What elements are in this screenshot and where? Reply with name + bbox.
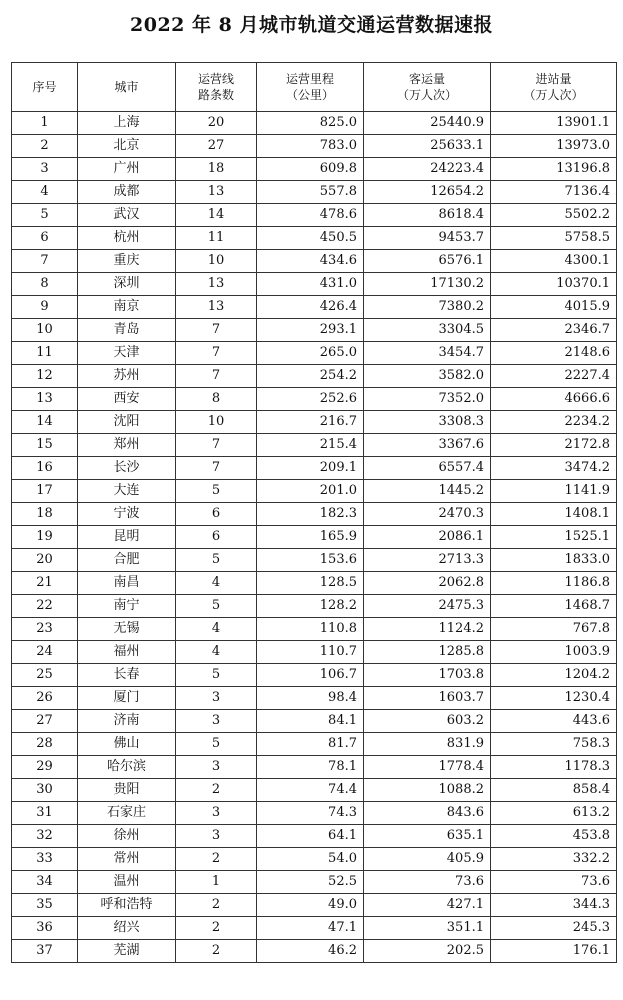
operating-length-cell: 478.6 bbox=[257, 204, 364, 227]
header-city bbox=[78, 63, 176, 112]
row-number-cell: 26 bbox=[12, 687, 78, 710]
city-name-cell: 上海 bbox=[78, 112, 176, 135]
city-name-cell: 长春 bbox=[78, 664, 176, 687]
passenger-volume-cell: 427.1 bbox=[364, 894, 491, 917]
table-row bbox=[12, 871, 617, 894]
passenger-volume-cell: 1088.2 bbox=[364, 779, 491, 802]
city-name-cell: 武汉 bbox=[78, 204, 176, 227]
operating-length-cell: 74.4 bbox=[257, 779, 364, 802]
row-number-cell: 13 bbox=[12, 388, 78, 411]
row-number-cell: 18 bbox=[12, 503, 78, 526]
passenger-volume-cell: 25633.1 bbox=[364, 135, 491, 158]
station-entries-cell: 1204.2 bbox=[491, 664, 617, 687]
city-name-cell: 南昌 bbox=[78, 572, 176, 595]
station-entries-cell: 767.8 bbox=[491, 618, 617, 641]
line-count-cell: 7 bbox=[176, 342, 257, 365]
station-entries-cell: 2234.2 bbox=[491, 411, 617, 434]
operating-length-cell: 54.0 bbox=[257, 848, 364, 871]
row-number-cell: 28 bbox=[12, 733, 78, 756]
line-count-cell: 13 bbox=[176, 181, 257, 204]
station-entries-cell: 2172.8 bbox=[491, 434, 617, 457]
station-entries-cell: 1230.4 bbox=[491, 687, 617, 710]
table-row bbox=[12, 595, 617, 618]
line-count-cell: 18 bbox=[176, 158, 257, 181]
table-row bbox=[12, 388, 617, 411]
header-entries-line2: （万人次） bbox=[523, 88, 584, 102]
passenger-volume-cell: 3308.3 bbox=[364, 411, 491, 434]
table-row bbox=[12, 296, 617, 319]
page-title: 2022 年 8 月城市轨道交通运营数据速报 bbox=[130, 14, 493, 36]
header-passengers-line2: （万人次） bbox=[396, 88, 457, 102]
table-body bbox=[12, 112, 617, 963]
passenger-volume-cell: 405.9 bbox=[364, 848, 491, 871]
operating-length-cell: 64.1 bbox=[257, 825, 364, 848]
station-entries-cell: 2227.4 bbox=[491, 365, 617, 388]
line-count-cell: 2 bbox=[176, 779, 257, 802]
line-count-cell: 5 bbox=[176, 664, 257, 687]
station-entries-cell: 1833.0 bbox=[491, 549, 617, 572]
row-number-cell: 3 bbox=[12, 158, 78, 181]
table-row bbox=[12, 687, 617, 710]
passenger-volume-cell: 603.2 bbox=[364, 710, 491, 733]
city-name-cell: 合肥 bbox=[78, 549, 176, 572]
passenger-volume-cell: 9453.7 bbox=[364, 227, 491, 250]
table-row bbox=[12, 250, 617, 273]
line-count-cell: 10 bbox=[176, 411, 257, 434]
line-count-cell: 8 bbox=[176, 388, 257, 411]
city-name-cell: 佛山 bbox=[78, 733, 176, 756]
station-entries-cell: 1468.7 bbox=[491, 595, 617, 618]
line-count-cell: 3 bbox=[176, 756, 257, 779]
header-lines bbox=[176, 63, 257, 112]
city-name-cell: 徐州 bbox=[78, 825, 176, 848]
operating-length-cell: 84.1 bbox=[257, 710, 364, 733]
table-row bbox=[12, 710, 617, 733]
city-name-cell: 成都 bbox=[78, 181, 176, 204]
station-entries-cell: 3474.2 bbox=[491, 457, 617, 480]
city-name-cell: 常州 bbox=[78, 848, 176, 871]
table-row bbox=[12, 181, 617, 204]
passenger-volume-cell: 1285.8 bbox=[364, 641, 491, 664]
passenger-volume-cell: 2475.3 bbox=[364, 595, 491, 618]
line-count-cell: 3 bbox=[176, 687, 257, 710]
row-number-cell: 32 bbox=[12, 825, 78, 848]
city-name-cell: 南宁 bbox=[78, 595, 176, 618]
passenger-volume-cell: 202.5 bbox=[364, 940, 491, 963]
city-name-cell: 重庆 bbox=[78, 250, 176, 273]
row-number-cell: 35 bbox=[12, 894, 78, 917]
header-passengers bbox=[364, 63, 491, 112]
table-row bbox=[12, 342, 617, 365]
operating-length-cell: 153.6 bbox=[257, 549, 364, 572]
passenger-volume-cell: 73.6 bbox=[364, 871, 491, 894]
city-name-cell: 呼和浩特 bbox=[78, 894, 176, 917]
station-entries-cell: 5502.2 bbox=[491, 204, 617, 227]
station-entries-cell: 332.2 bbox=[491, 848, 617, 871]
header-length-line1: 运营里程 bbox=[285, 72, 334, 86]
line-count-cell: 7 bbox=[176, 434, 257, 457]
table-row bbox=[12, 319, 617, 342]
row-number-cell: 9 bbox=[12, 296, 78, 319]
row-number-cell: 37 bbox=[12, 940, 78, 963]
line-count-cell: 7 bbox=[176, 319, 257, 342]
city-name-cell: 南京 bbox=[78, 296, 176, 319]
city-name-cell: 温州 bbox=[78, 871, 176, 894]
operating-length-cell: 209.1 bbox=[257, 457, 364, 480]
station-entries-cell: 1186.8 bbox=[491, 572, 617, 595]
row-number-cell: 14 bbox=[12, 411, 78, 434]
station-entries-cell: 1178.3 bbox=[491, 756, 617, 779]
passenger-volume-cell: 1778.4 bbox=[364, 756, 491, 779]
row-number-cell: 31 bbox=[12, 802, 78, 825]
table-row bbox=[12, 112, 617, 135]
city-name-cell: 绍兴 bbox=[78, 917, 176, 940]
table-row bbox=[12, 434, 617, 457]
station-entries-cell: 2148.6 bbox=[491, 342, 617, 365]
station-entries-cell: 4300.1 bbox=[491, 250, 617, 273]
operating-length-cell: 81.7 bbox=[257, 733, 364, 756]
passenger-volume-cell: 351.1 bbox=[364, 917, 491, 940]
passenger-volume-cell: 2062.8 bbox=[364, 572, 491, 595]
line-count-cell: 20 bbox=[176, 112, 257, 135]
line-count-cell: 3 bbox=[176, 710, 257, 733]
city-name-cell: 福州 bbox=[78, 641, 176, 664]
station-entries-cell: 4666.6 bbox=[491, 388, 617, 411]
table-row bbox=[12, 825, 617, 848]
line-count-cell: 4 bbox=[176, 572, 257, 595]
row-number-cell: 22 bbox=[12, 595, 78, 618]
row-number-cell: 12 bbox=[12, 365, 78, 388]
line-count-cell: 4 bbox=[176, 641, 257, 664]
table-row bbox=[12, 526, 617, 549]
station-entries-cell: 443.6 bbox=[491, 710, 617, 733]
row-number-cell: 27 bbox=[12, 710, 78, 733]
city-name-cell: 宁波 bbox=[78, 503, 176, 526]
header-city-label: 城市 bbox=[114, 80, 139, 94]
station-entries-cell: 176.1 bbox=[491, 940, 617, 963]
passenger-volume-cell: 24223.4 bbox=[364, 158, 491, 181]
city-name-cell: 郑州 bbox=[78, 434, 176, 457]
header-no-label: 序号 bbox=[32, 80, 57, 94]
operating-length-cell: 128.2 bbox=[257, 595, 364, 618]
operating-length-cell: 783.0 bbox=[257, 135, 364, 158]
row-number-cell: 25 bbox=[12, 664, 78, 687]
operating-length-cell: 201.0 bbox=[257, 480, 364, 503]
row-number-cell: 33 bbox=[12, 848, 78, 871]
line-count-cell: 13 bbox=[176, 296, 257, 319]
operating-length-cell: 434.6 bbox=[257, 250, 364, 273]
station-entries-cell: 1408.1 bbox=[491, 503, 617, 526]
header-lines-line2: 路条数 bbox=[197, 88, 234, 102]
table-row bbox=[12, 204, 617, 227]
operating-length-cell: 52.5 bbox=[257, 871, 364, 894]
row-number-cell: 30 bbox=[12, 779, 78, 802]
table-row bbox=[12, 411, 617, 434]
row-number-cell: 10 bbox=[12, 319, 78, 342]
city-name-cell: 厦门 bbox=[78, 687, 176, 710]
operating-length-cell: 216.7 bbox=[257, 411, 364, 434]
table-row bbox=[12, 733, 617, 756]
passenger-volume-cell: 7380.2 bbox=[364, 296, 491, 319]
operating-length-cell: 450.5 bbox=[257, 227, 364, 250]
operating-length-cell: 254.2 bbox=[257, 365, 364, 388]
header-lines-line1: 运营线 bbox=[197, 72, 234, 86]
row-number-cell: 36 bbox=[12, 917, 78, 940]
header-passengers-line1: 客运量 bbox=[408, 72, 445, 86]
table-row bbox=[12, 457, 617, 480]
line-count-cell: 6 bbox=[176, 503, 257, 526]
line-count-cell: 5 bbox=[176, 595, 257, 618]
station-entries-cell: 5758.5 bbox=[491, 227, 617, 250]
operating-length-cell: 110.8 bbox=[257, 618, 364, 641]
row-number-cell: 8 bbox=[12, 273, 78, 296]
station-entries-cell: 613.2 bbox=[491, 802, 617, 825]
passenger-volume-cell: 1124.2 bbox=[364, 618, 491, 641]
table-row bbox=[12, 894, 617, 917]
station-entries-cell: 13973.0 bbox=[491, 135, 617, 158]
table-row bbox=[12, 158, 617, 181]
row-number-cell: 19 bbox=[12, 526, 78, 549]
operating-length-cell: 110.7 bbox=[257, 641, 364, 664]
table-row bbox=[12, 756, 617, 779]
station-entries-cell: 73.6 bbox=[491, 871, 617, 894]
passenger-volume-cell: 831.9 bbox=[364, 733, 491, 756]
station-entries-cell: 245.3 bbox=[491, 917, 617, 940]
city-name-cell: 无锡 bbox=[78, 618, 176, 641]
operating-length-cell: 557.8 bbox=[257, 181, 364, 204]
city-name-cell: 沈阳 bbox=[78, 411, 176, 434]
row-number-cell: 2 bbox=[12, 135, 78, 158]
header-entries-line1: 进站量 bbox=[535, 72, 572, 86]
passenger-volume-cell: 635.1 bbox=[364, 825, 491, 848]
station-entries-cell: 10370.1 bbox=[491, 273, 617, 296]
row-number-cell: 17 bbox=[12, 480, 78, 503]
line-count-cell: 5 bbox=[176, 480, 257, 503]
table-row bbox=[12, 779, 617, 802]
line-count-cell: 1 bbox=[176, 871, 257, 894]
city-name-cell: 石家庄 bbox=[78, 802, 176, 825]
operating-length-cell: 78.1 bbox=[257, 756, 364, 779]
table-row bbox=[12, 618, 617, 641]
city-name-cell: 贵阳 bbox=[78, 779, 176, 802]
line-count-cell: 6 bbox=[176, 526, 257, 549]
station-entries-cell: 4015.9 bbox=[491, 296, 617, 319]
line-count-cell: 7 bbox=[176, 365, 257, 388]
station-entries-cell: 2346.7 bbox=[491, 319, 617, 342]
table-row bbox=[12, 917, 617, 940]
operating-length-cell: 46.2 bbox=[257, 940, 364, 963]
operating-length-cell: 165.9 bbox=[257, 526, 364, 549]
passenger-volume-cell: 3454.7 bbox=[364, 342, 491, 365]
station-entries-cell: 1003.9 bbox=[491, 641, 617, 664]
passenger-volume-cell: 6557.4 bbox=[364, 457, 491, 480]
operating-length-cell: 431.0 bbox=[257, 273, 364, 296]
station-entries-cell: 453.8 bbox=[491, 825, 617, 848]
table-row bbox=[12, 480, 617, 503]
operating-length-cell: 252.6 bbox=[257, 388, 364, 411]
operating-length-cell: 426.4 bbox=[257, 296, 364, 319]
table-row bbox=[12, 365, 617, 388]
row-number-cell: 23 bbox=[12, 618, 78, 641]
operating-length-cell: 128.5 bbox=[257, 572, 364, 595]
line-count-cell: 2 bbox=[176, 848, 257, 871]
city-name-cell: 昆明 bbox=[78, 526, 176, 549]
table-row bbox=[12, 503, 617, 526]
row-number-cell: 16 bbox=[12, 457, 78, 480]
operating-length-cell: 182.3 bbox=[257, 503, 364, 526]
header-row bbox=[12, 63, 617, 112]
metro-data-table bbox=[11, 62, 617, 963]
table-row bbox=[12, 802, 617, 825]
row-number-cell: 5 bbox=[12, 204, 78, 227]
passenger-volume-cell: 3367.6 bbox=[364, 434, 491, 457]
table-row bbox=[12, 273, 617, 296]
operating-length-cell: 106.7 bbox=[257, 664, 364, 687]
station-entries-cell: 13901.1 bbox=[491, 112, 617, 135]
table-row bbox=[12, 572, 617, 595]
line-count-cell: 4 bbox=[176, 618, 257, 641]
row-number-cell: 29 bbox=[12, 756, 78, 779]
table-row bbox=[12, 940, 617, 963]
passenger-volume-cell: 3304.5 bbox=[364, 319, 491, 342]
row-number-cell: 24 bbox=[12, 641, 78, 664]
city-name-cell: 杭州 bbox=[78, 227, 176, 250]
row-number-cell: 20 bbox=[12, 549, 78, 572]
row-number-cell: 6 bbox=[12, 227, 78, 250]
passenger-volume-cell: 2713.3 bbox=[364, 549, 491, 572]
city-name-cell: 哈尔滨 bbox=[78, 756, 176, 779]
operating-length-cell: 215.4 bbox=[257, 434, 364, 457]
line-count-cell: 5 bbox=[176, 549, 257, 572]
header-no bbox=[12, 63, 78, 112]
passenger-volume-cell: 2470.3 bbox=[364, 503, 491, 526]
operating-length-cell: 609.8 bbox=[257, 158, 364, 181]
station-entries-cell: 1141.9 bbox=[491, 480, 617, 503]
passenger-volume-cell: 2086.1 bbox=[364, 526, 491, 549]
operating-length-cell: 98.4 bbox=[257, 687, 364, 710]
passenger-volume-cell: 1603.7 bbox=[364, 687, 491, 710]
header-length bbox=[257, 63, 364, 112]
city-name-cell: 天津 bbox=[78, 342, 176, 365]
passenger-volume-cell: 1703.8 bbox=[364, 664, 491, 687]
city-name-cell: 芜湖 bbox=[78, 940, 176, 963]
passenger-volume-cell: 8618.4 bbox=[364, 204, 491, 227]
passenger-volume-cell: 12654.2 bbox=[364, 181, 491, 204]
table-row bbox=[12, 641, 617, 664]
operating-length-cell: 47.1 bbox=[257, 917, 364, 940]
row-number-cell: 21 bbox=[12, 572, 78, 595]
passenger-volume-cell: 17130.2 bbox=[364, 273, 491, 296]
table-row bbox=[12, 549, 617, 572]
operating-length-cell: 825.0 bbox=[257, 112, 364, 135]
station-entries-cell: 1525.1 bbox=[491, 526, 617, 549]
line-count-cell: 14 bbox=[176, 204, 257, 227]
city-name-cell: 青岛 bbox=[78, 319, 176, 342]
city-name-cell: 长沙 bbox=[78, 457, 176, 480]
header-entries bbox=[491, 63, 617, 112]
table-row bbox=[12, 227, 617, 250]
operating-length-cell: 265.0 bbox=[257, 342, 364, 365]
line-count-cell: 11 bbox=[176, 227, 257, 250]
table-header bbox=[12, 63, 617, 112]
row-number-cell: 34 bbox=[12, 871, 78, 894]
row-number-cell: 15 bbox=[12, 434, 78, 457]
city-name-cell: 北京 bbox=[78, 135, 176, 158]
city-name-cell: 大连 bbox=[78, 480, 176, 503]
station-entries-cell: 13196.8 bbox=[491, 158, 617, 181]
row-number-cell: 11 bbox=[12, 342, 78, 365]
passenger-volume-cell: 843.6 bbox=[364, 802, 491, 825]
table-row bbox=[12, 848, 617, 871]
table-row bbox=[12, 135, 617, 158]
table-row bbox=[12, 664, 617, 687]
operating-length-cell: 293.1 bbox=[257, 319, 364, 342]
city-name-cell: 济南 bbox=[78, 710, 176, 733]
line-count-cell: 7 bbox=[176, 457, 257, 480]
line-count-cell: 3 bbox=[176, 802, 257, 825]
city-name-cell: 苏州 bbox=[78, 365, 176, 388]
city-name-cell: 广州 bbox=[78, 158, 176, 181]
line-count-cell: 13 bbox=[176, 273, 257, 296]
station-entries-cell: 858.4 bbox=[491, 779, 617, 802]
station-entries-cell: 344.3 bbox=[491, 894, 617, 917]
line-count-cell: 5 bbox=[176, 733, 257, 756]
passenger-volume-cell: 6576.1 bbox=[364, 250, 491, 273]
line-count-cell: 2 bbox=[176, 940, 257, 963]
line-count-cell: 2 bbox=[176, 917, 257, 940]
operating-length-cell: 74.3 bbox=[257, 802, 364, 825]
line-count-cell: 10 bbox=[176, 250, 257, 273]
city-name-cell: 深圳 bbox=[78, 273, 176, 296]
passenger-volume-cell: 25440.9 bbox=[364, 112, 491, 135]
passenger-volume-cell: 3582.0 bbox=[364, 365, 491, 388]
city-name-cell: 西安 bbox=[78, 388, 176, 411]
station-entries-cell: 758.3 bbox=[491, 733, 617, 756]
line-count-cell: 3 bbox=[176, 825, 257, 848]
operating-length-cell: 49.0 bbox=[257, 894, 364, 917]
row-number-cell: 4 bbox=[12, 181, 78, 204]
passenger-volume-cell: 1445.2 bbox=[364, 480, 491, 503]
line-count-cell: 27 bbox=[176, 135, 257, 158]
line-count-cell: 2 bbox=[176, 894, 257, 917]
passenger-volume-cell: 7352.0 bbox=[364, 388, 491, 411]
header-length-line2: （公里） bbox=[285, 88, 334, 102]
row-number-cell: 1 bbox=[12, 112, 78, 135]
station-entries-cell: 7136.4 bbox=[491, 181, 617, 204]
row-number-cell: 7 bbox=[12, 250, 78, 273]
